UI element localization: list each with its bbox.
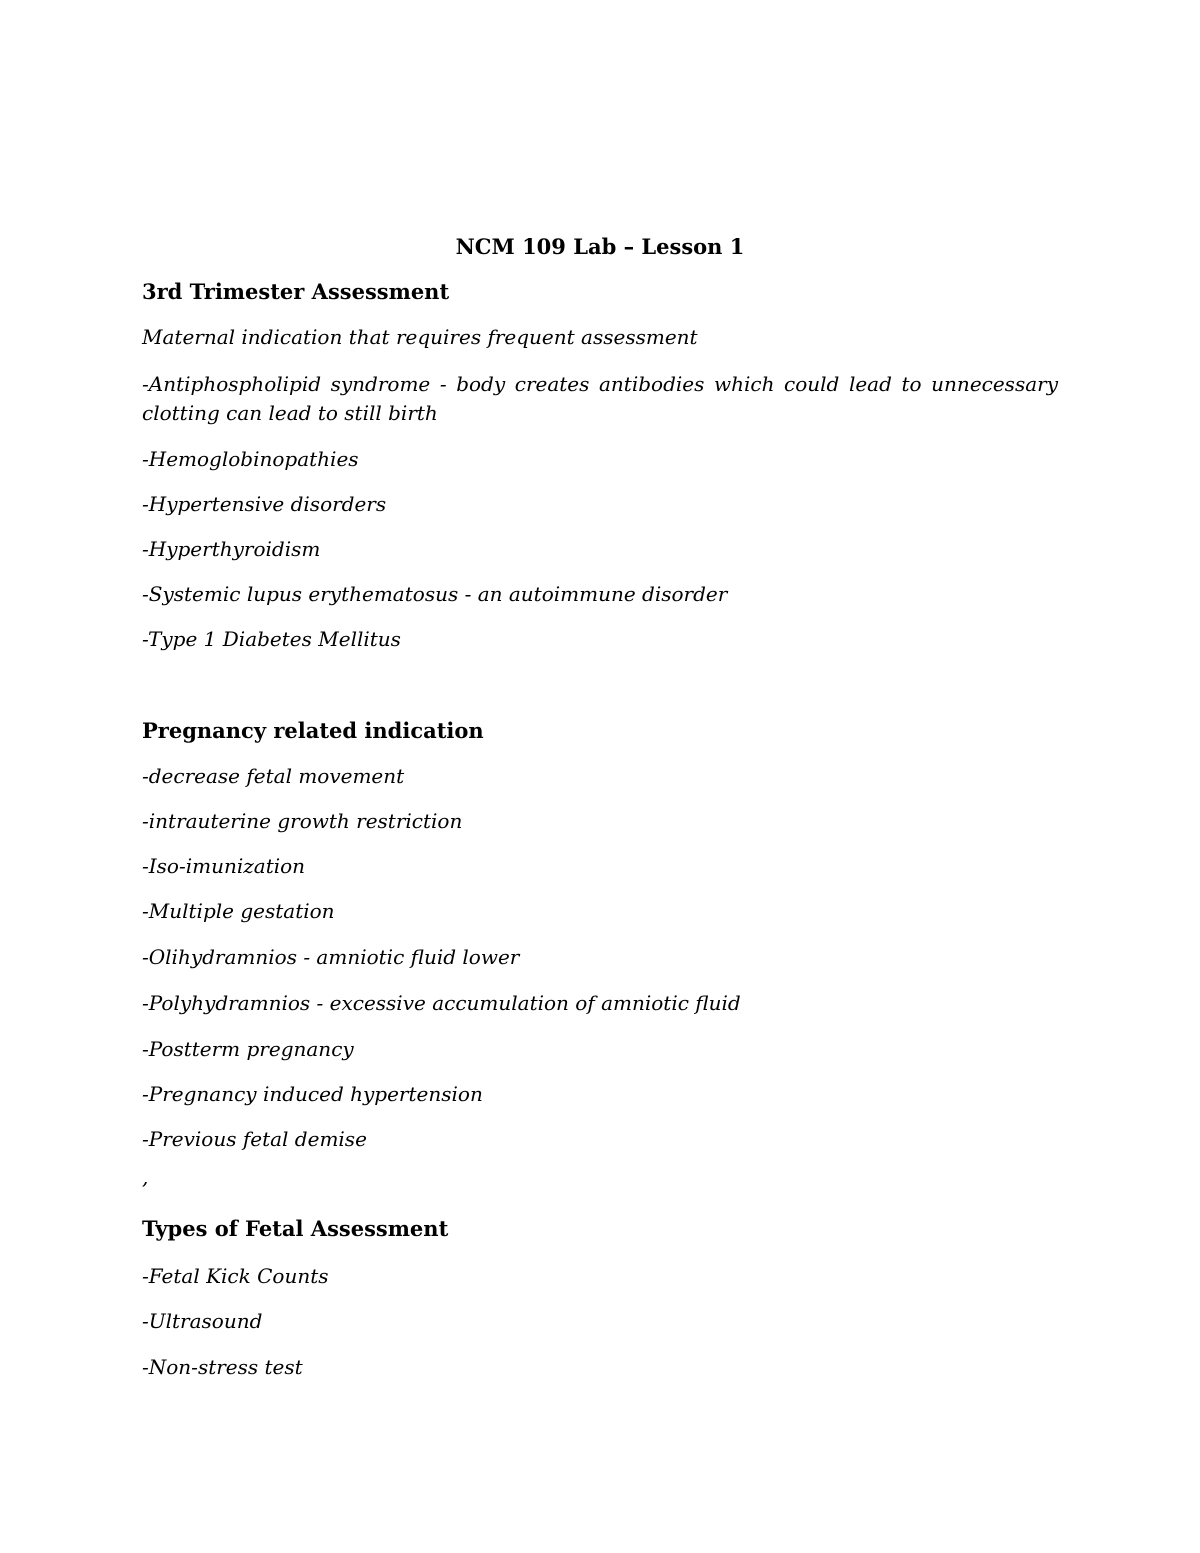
list-item: -Hyperthyroidism bbox=[142, 537, 321, 561]
list-item: -Non-stress test bbox=[142, 1355, 303, 1379]
document-title: NCM 109 Lab – Lesson 1 bbox=[455, 234, 745, 259]
trailing-mark: , bbox=[142, 1165, 149, 1189]
list-item: -Olihydramnios - amniotic fluid lower bbox=[142, 945, 520, 969]
list-item: -Systemic lupus erythematosus - an autoimmune disorder bbox=[142, 582, 728, 606]
list-item: -Fetal Kick Counts bbox=[142, 1264, 329, 1288]
list-item-antiphospholipid-line2: clotting can lead to still birth bbox=[142, 401, 438, 425]
section-heading-3rd-trimester: 3rd Trimester Assessment bbox=[142, 279, 450, 304]
list-item: -Multiple gestation bbox=[142, 899, 335, 923]
list-item: -Type 1 Diabetes Mellitus bbox=[142, 627, 401, 651]
list-item: -Ultrasound bbox=[142, 1309, 263, 1333]
list-item: -Previous fetal demise bbox=[142, 1127, 367, 1151]
section-heading-pregnancy: Pregnancy related indication bbox=[142, 718, 484, 743]
section-heading-fetal-assessment: Types of Fetal Assessment bbox=[142, 1216, 449, 1241]
list-item: -decrease fetal movement bbox=[142, 764, 405, 788]
list-item: -intrauterine growth restriction bbox=[142, 809, 463, 833]
list-item: -Postterm pregnancy bbox=[142, 1037, 354, 1061]
list-item: -Hemoglobinopathies bbox=[142, 447, 359, 471]
list-item: -Hypertensive disorders bbox=[142, 492, 387, 516]
list-item: -Pregnancy induced hypertension bbox=[142, 1082, 483, 1106]
list-item-antiphospholipid-line1: -Antiphospholipid syndrome - body creates antibodies which could lead to unnecessary bbox=[142, 372, 1058, 396]
list-item: -Polyhydramnios - excessive accumulation of amniotic fluid bbox=[142, 991, 741, 1015]
list-item: -Iso-imunization bbox=[142, 854, 306, 878]
section-subheading-maternal: Maternal indication that requires frequent assessment bbox=[142, 325, 698, 349]
